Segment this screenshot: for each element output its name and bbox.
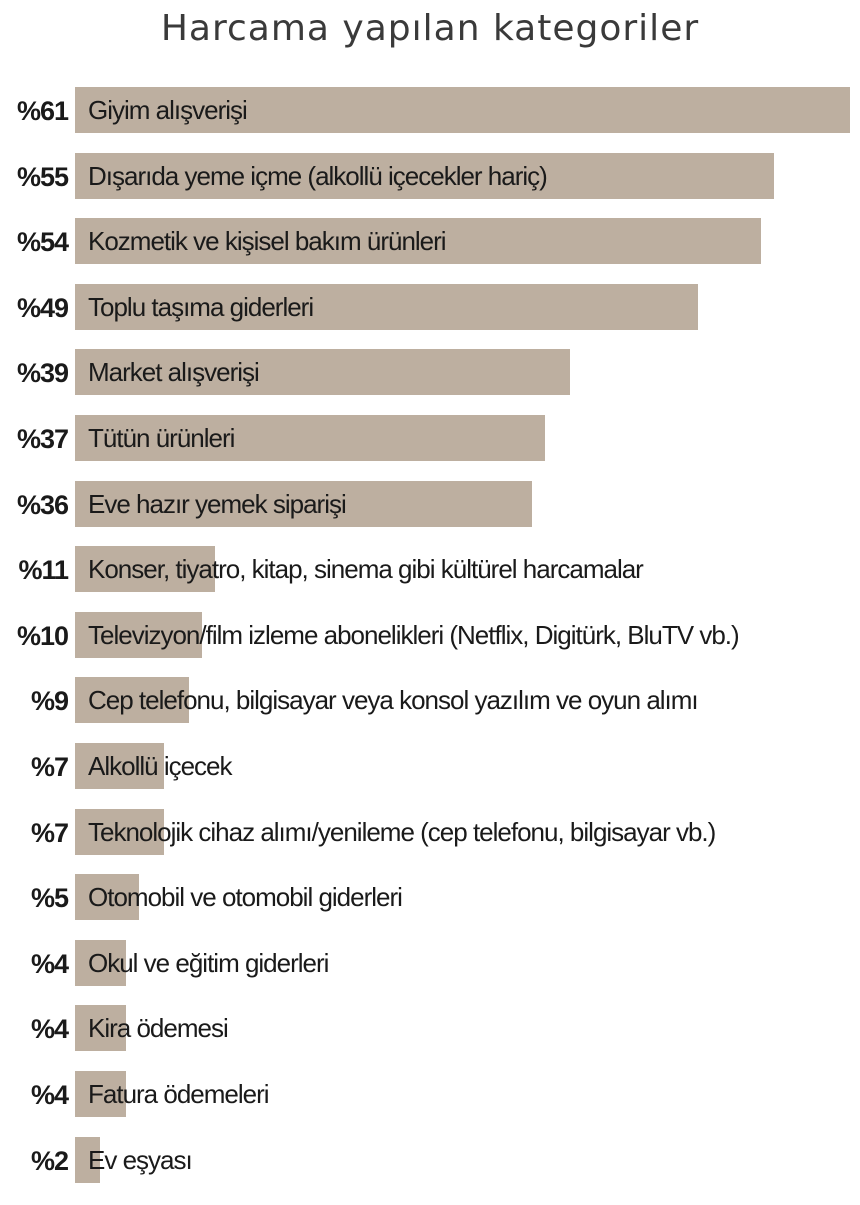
category-label: Otomobil ve otomobil giderleri [88,882,402,913]
value-label: %4 [30,1014,68,1045]
value-label: %36 [16,489,68,520]
value-label: %54 [16,227,68,258]
category-label: Giyim alışverişi [88,95,247,125]
chart-title: Harcama yapılan kategoriler [160,8,700,49]
category-label: Teknolojik cihaz alımı/yenileme (cep telefonu, bilgisayar vb.) [88,816,716,847]
value-label: %7 [30,817,68,848]
value-label: %61 [16,96,68,126]
category-label: Konser, tiyatro, kitap, sinema gibi kültürel harcamalar [88,554,643,585]
value-label: %7 [30,752,68,782]
category-label: Tütün ürünleri [88,423,235,453]
category-label: Alkollü içecek [88,751,232,781]
value-label: %11 [18,555,68,586]
value-label: %5 [30,883,68,914]
value-label: %55 [16,161,68,192]
category-label: Okul ve eğitim giderleri [88,947,329,978]
category-label: Fatura ödemeleri [88,1079,269,1109]
value-label: %39 [16,358,68,389]
category-label: Dışarıda yeme içme (alkollü içecekler hariç) [88,160,547,191]
category-label: Eve hazır yemek siparişi [88,488,346,519]
value-label: %4 [30,1080,68,1110]
category-label: Cep telefonu, bilgisayar veya konsol yazılım ve oyun alımı [88,685,698,716]
value-label: %37 [16,424,68,454]
category-label: Market alışverişi [88,357,259,388]
value-label: %2 [30,1145,68,1176]
value-label: %4 [30,948,68,979]
category-label: Televizyon/film izleme abonelikleri (Netflix, Digitürk, BluTV vb.) [88,619,739,650]
category-label: Ev eşyası [88,1144,192,1175]
value-label: %9 [30,686,68,717]
category-label: Kira ödemesi [88,1013,228,1044]
category-label: Toplu taşıma giderleri [88,291,314,322]
value-label: %49 [16,292,68,323]
value-label: %10 [16,620,68,651]
category-label: Kozmetik ve kişisel bakım ürünleri [88,226,446,257]
